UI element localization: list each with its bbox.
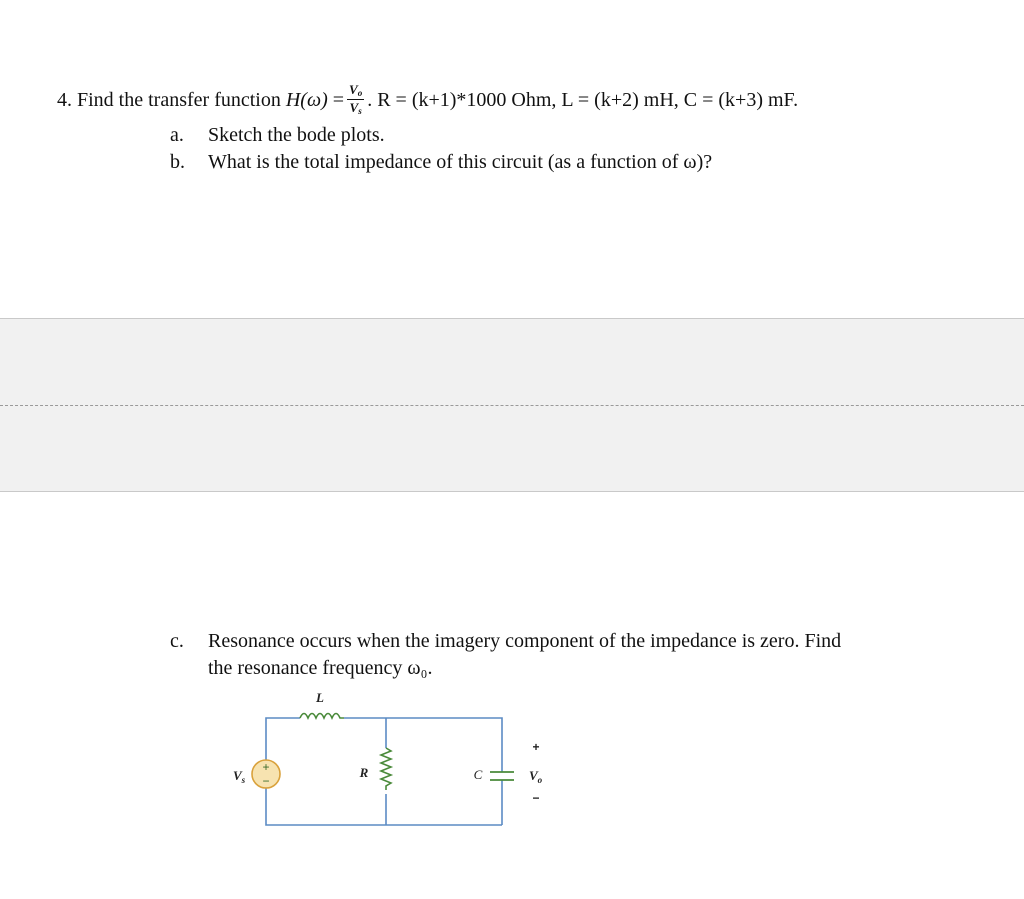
item-c-line2: the resonance frequency ω₀. xyxy=(208,657,433,679)
output-minus-sign: − xyxy=(532,791,540,805)
function-arg: (ω) xyxy=(300,88,328,111)
item-a-text: Sketch the bode plots. xyxy=(208,124,385,146)
label-Vs: $V_s$ xyxy=(233,768,246,785)
item-c-body xyxy=(208,628,968,682)
question-number: 4. xyxy=(57,88,72,111)
label-R: R xyxy=(359,765,369,780)
wire-bottom xyxy=(266,788,502,825)
output-plus-sign: + xyxy=(532,740,540,754)
fraction-denominator: $V_s$ xyxy=(349,99,362,116)
item-a-marker: a. xyxy=(170,124,184,146)
label-L: L xyxy=(316,690,324,705)
fraction-numerator: $V_o$ xyxy=(349,81,363,98)
function-name: H xyxy=(285,88,301,111)
item-c-marker: c. xyxy=(170,630,184,652)
question-prefix: Find the transfer function xyxy=(77,88,281,111)
item-b-text: What is the total impedance of this circuit (as a function of ω)? xyxy=(208,151,713,173)
wire-left-top xyxy=(266,718,300,760)
fraction-trail: . xyxy=(367,88,373,111)
label-C: C xyxy=(473,767,483,782)
item-c-line1: Resonance occurs when the imagery component of the impedance is zero. Find xyxy=(208,630,842,652)
source-plus-sign: + xyxy=(262,760,270,774)
equals-sign: = xyxy=(332,88,345,111)
inductor-symbol xyxy=(300,714,344,719)
transfer-fraction xyxy=(347,83,364,116)
answer-area[interactable] xyxy=(0,318,1024,492)
question-4 xyxy=(57,82,798,118)
item-b-marker: b. xyxy=(170,151,185,173)
resistor-symbol xyxy=(381,748,391,790)
rlc-circuit-diagram xyxy=(220,690,560,840)
source-minus-sign: − xyxy=(262,774,270,788)
label-Vo: $V_o$ xyxy=(529,768,543,785)
component-params: R = (k+1)*1000 Ohm, L = (k+2) mH, C = (k+3) mF. xyxy=(377,88,799,111)
wire-top-right xyxy=(344,718,502,772)
page-break-divider xyxy=(0,405,1024,406)
